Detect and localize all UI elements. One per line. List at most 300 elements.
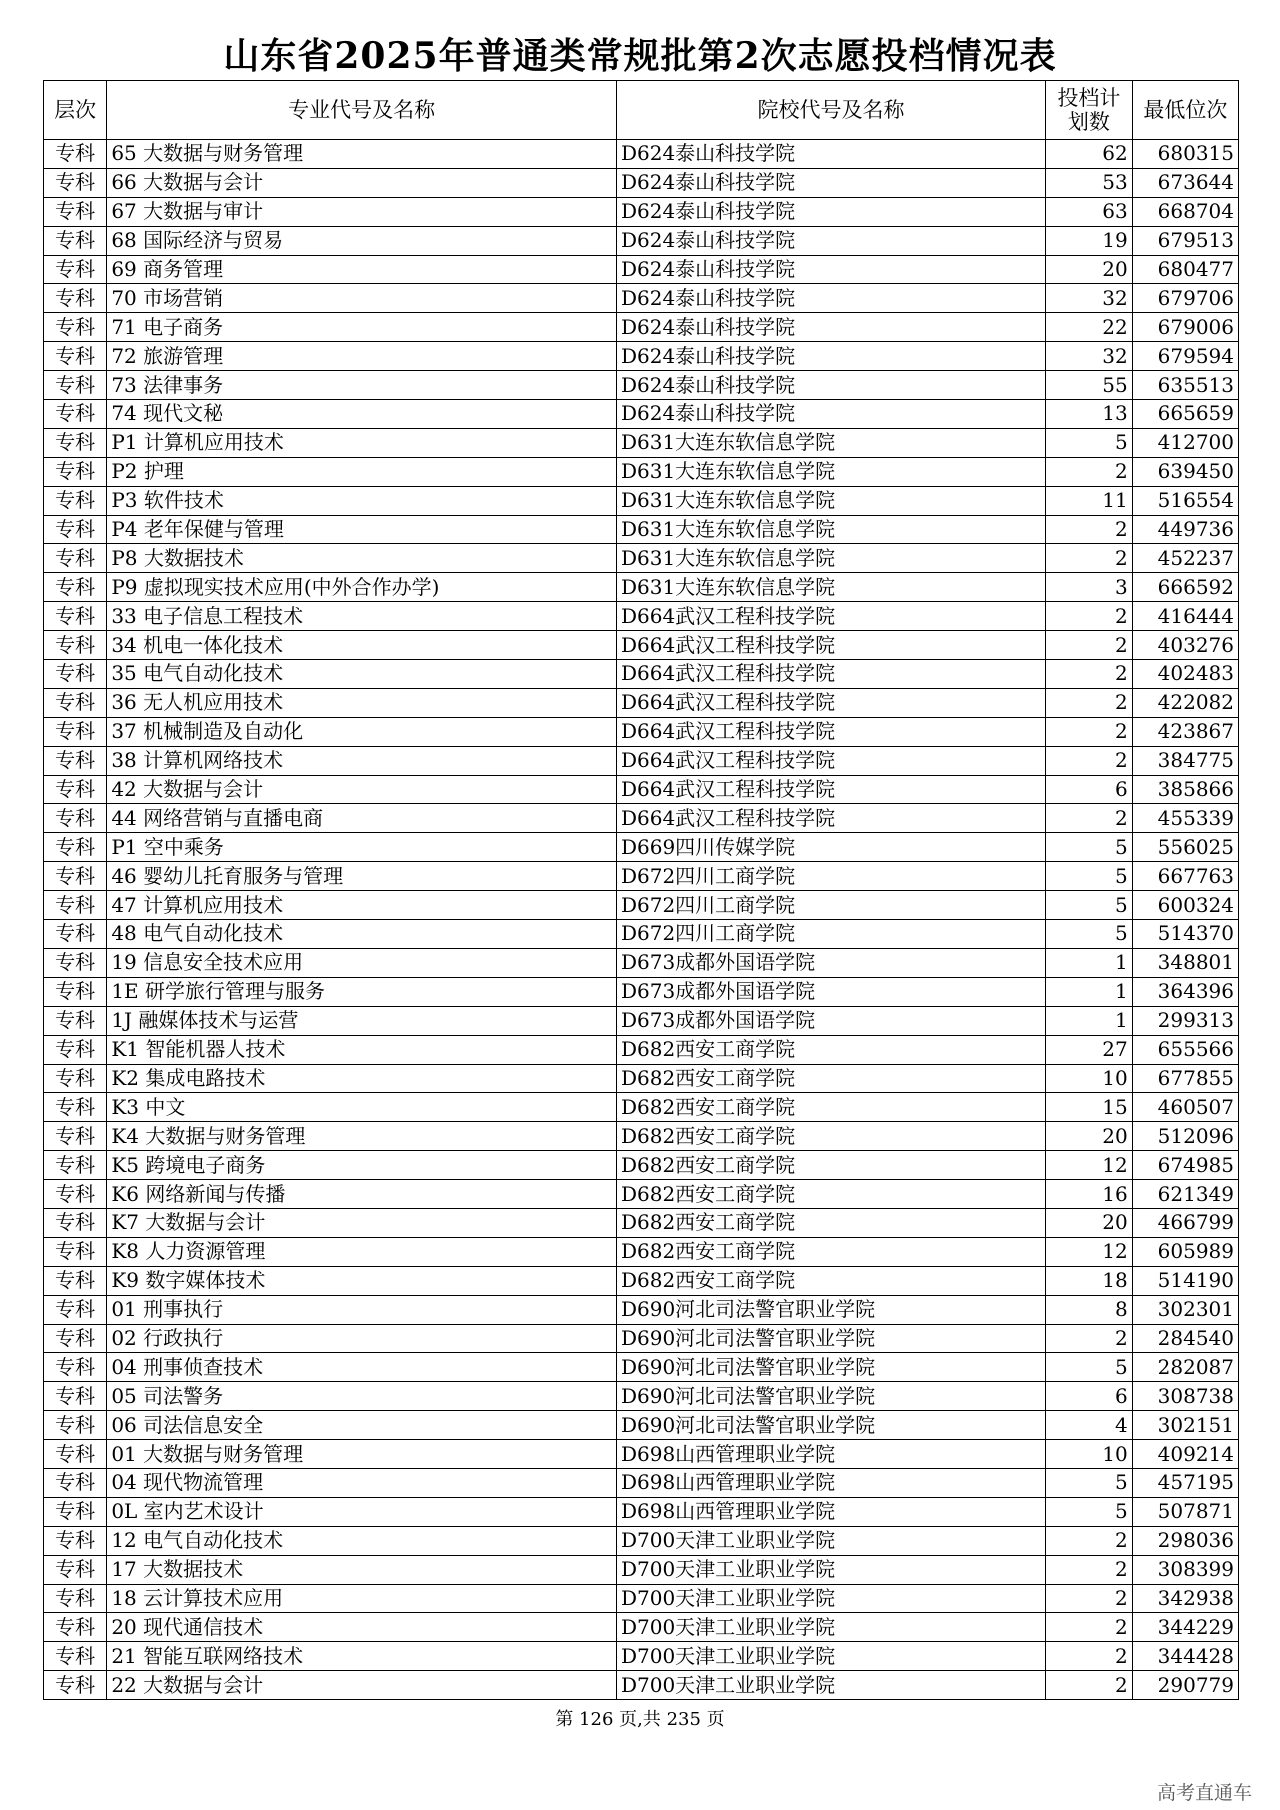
cell-min-rank: 344229 xyxy=(1132,1613,1238,1642)
table-row xyxy=(44,977,1239,1006)
table-row xyxy=(44,1497,1239,1526)
cell-level: 专科 xyxy=(44,948,107,977)
cell-min-rank: 402483 xyxy=(1132,660,1238,689)
cell-level: 专科 xyxy=(44,371,107,400)
header-plan xyxy=(1045,81,1132,140)
table-row xyxy=(44,1440,1239,1469)
cell-min-rank: 673644 xyxy=(1132,168,1238,197)
header-level: 层次 xyxy=(44,81,107,140)
cell-min-rank: 282087 xyxy=(1132,1353,1238,1382)
cell-major: 73 法律事务 xyxy=(107,371,617,400)
cell-plan-count: 5 xyxy=(1045,1468,1132,1497)
cell-school: D631大连东软信息学院 xyxy=(616,573,1045,602)
cell-level: 专科 xyxy=(44,1353,107,1382)
cell-plan-count: 32 xyxy=(1045,284,1132,313)
cell-min-rank: 364396 xyxy=(1132,977,1238,1006)
cell-level: 专科 xyxy=(44,342,107,371)
table-row xyxy=(44,486,1239,515)
cell-plan-count: 20 xyxy=(1045,1122,1132,1151)
cell-min-rank: 666592 xyxy=(1132,573,1238,602)
table-row xyxy=(44,1468,1239,1497)
cell-major: 74 现代文秘 xyxy=(107,400,617,429)
cell-plan-count: 2 xyxy=(1045,544,1132,573)
cell-level: 专科 xyxy=(44,1180,107,1209)
cell-plan-count: 2 xyxy=(1045,515,1132,544)
table-row xyxy=(44,1266,1239,1295)
cell-level: 专科 xyxy=(44,1208,107,1237)
cell-plan-count: 4 xyxy=(1045,1411,1132,1440)
cell-min-rank: 621349 xyxy=(1132,1180,1238,1209)
cell-school: D690河北司法警官职业学院 xyxy=(616,1382,1045,1411)
cell-school: D672四川工商学院 xyxy=(616,920,1045,949)
cell-min-rank: 605989 xyxy=(1132,1237,1238,1266)
cell-plan-count: 5 xyxy=(1045,920,1132,949)
table-row xyxy=(44,1006,1239,1035)
cell-plan-count: 12 xyxy=(1045,1237,1132,1266)
cell-major: 35 电气自动化技术 xyxy=(107,660,617,689)
cell-level: 专科 xyxy=(44,168,107,197)
cell-major: P8 大数据技术 xyxy=(107,544,617,573)
cell-major: 70 市场营销 xyxy=(107,284,617,313)
cell-major: 22 大数据与会计 xyxy=(107,1671,617,1700)
cell-min-rank: 516554 xyxy=(1132,486,1238,515)
cell-min-rank: 460507 xyxy=(1132,1093,1238,1122)
cell-level: 专科 xyxy=(44,833,107,862)
cell-major: 02 行政执行 xyxy=(107,1324,617,1353)
cell-major: K1 智能机器人技术 xyxy=(107,1035,617,1064)
cell-level: 专科 xyxy=(44,1151,107,1180)
cell-major: K9 数字媒体技术 xyxy=(107,1266,617,1295)
cell-level: 专科 xyxy=(44,920,107,949)
cell-major: 67 大数据与审计 xyxy=(107,197,617,226)
cell-school: D673成都外国语学院 xyxy=(616,948,1045,977)
cell-major: K5 跨境电子商务 xyxy=(107,1151,617,1180)
cell-min-rank: 298036 xyxy=(1132,1526,1238,1555)
cell-school: D631大连东软信息学院 xyxy=(616,515,1045,544)
cell-level: 专科 xyxy=(44,1411,107,1440)
cell-level: 专科 xyxy=(44,1671,107,1700)
cell-plan-count: 2 xyxy=(1045,631,1132,660)
header-plan-line2: 划数 xyxy=(1067,110,1110,134)
cell-major: 66 大数据与会计 xyxy=(107,168,617,197)
table-row xyxy=(44,1208,1239,1237)
cell-major: K6 网络新闻与传播 xyxy=(107,1180,617,1209)
cell-major: 47 计算机应用技术 xyxy=(107,891,617,920)
cell-plan-count: 2 xyxy=(1045,1642,1132,1671)
cell-school: D672四川工商学院 xyxy=(616,862,1045,891)
cell-school: D624泰山科技学院 xyxy=(616,400,1045,429)
cell-school: D698山西管理职业学院 xyxy=(616,1468,1045,1497)
cell-plan-count: 16 xyxy=(1045,1180,1132,1209)
table-row xyxy=(44,1180,1239,1209)
cell-school: D682西安工商学院 xyxy=(616,1237,1045,1266)
cell-level: 专科 xyxy=(44,573,107,602)
cell-min-rank: 514370 xyxy=(1132,920,1238,949)
cell-plan-count: 22 xyxy=(1045,313,1132,342)
table-row xyxy=(44,457,1239,486)
cell-min-rank: 512096 xyxy=(1132,1122,1238,1151)
table-row xyxy=(44,1064,1239,1093)
table-row xyxy=(44,342,1239,371)
cell-min-rank: 422082 xyxy=(1132,688,1238,717)
cell-school: D624泰山科技学院 xyxy=(616,226,1045,255)
cell-min-rank: 308399 xyxy=(1132,1555,1238,1584)
cell-school: D690河北司法警官职业学院 xyxy=(616,1295,1045,1324)
cell-min-rank: 514190 xyxy=(1132,1266,1238,1295)
cell-school: D631大连东软信息学院 xyxy=(616,457,1045,486)
cell-major: 17 大数据技术 xyxy=(107,1555,617,1584)
table-row xyxy=(44,1671,1239,1700)
cell-major: 46 婴幼儿托育服务与管理 xyxy=(107,862,617,891)
cell-major: K3 中文 xyxy=(107,1093,617,1122)
cell-school: D682西安工商学院 xyxy=(616,1122,1045,1151)
cell-school: D624泰山科技学院 xyxy=(616,313,1045,342)
table-row xyxy=(44,1295,1239,1324)
cell-major: 19 信息安全技术应用 xyxy=(107,948,617,977)
cell-level: 专科 xyxy=(44,804,107,833)
cell-school: D682西安工商学院 xyxy=(616,1064,1045,1093)
cell-level: 专科 xyxy=(44,746,107,775)
table-row xyxy=(44,1035,1239,1064)
cell-plan-count: 11 xyxy=(1045,486,1132,515)
cell-major: 18 云计算技术应用 xyxy=(107,1584,617,1613)
cell-school: D631大连东软信息学院 xyxy=(616,428,1045,457)
cell-school: D682西安工商学院 xyxy=(616,1208,1045,1237)
cell-plan-count: 55 xyxy=(1045,371,1132,400)
cell-plan-count: 1 xyxy=(1045,1006,1132,1035)
cell-school: D698山西管理职业学院 xyxy=(616,1497,1045,1526)
table-row xyxy=(44,833,1239,862)
cell-plan-count: 2 xyxy=(1045,660,1132,689)
cell-min-rank: 679706 xyxy=(1132,284,1238,313)
table-row xyxy=(44,197,1239,226)
cell-school: D624泰山科技学院 xyxy=(616,342,1045,371)
cell-plan-count: 5 xyxy=(1045,1353,1132,1382)
cell-plan-count: 20 xyxy=(1045,255,1132,284)
cell-level: 专科 xyxy=(44,486,107,515)
cell-level: 专科 xyxy=(44,1006,107,1035)
cell-school: D624泰山科技学院 xyxy=(616,168,1045,197)
cell-major: 42 大数据与会计 xyxy=(107,775,617,804)
table-row xyxy=(44,1151,1239,1180)
cell-level: 专科 xyxy=(44,400,107,429)
cell-level: 专科 xyxy=(44,1122,107,1151)
table-row xyxy=(44,1382,1239,1411)
cell-plan-count: 62 xyxy=(1045,140,1132,169)
cell-school: D673成都外国语学院 xyxy=(616,977,1045,1006)
cell-min-rank: 455339 xyxy=(1132,804,1238,833)
cell-plan-count: 2 xyxy=(1045,717,1132,746)
cell-major: 0L 室内艺术设计 xyxy=(107,1497,617,1526)
cell-min-rank: 412700 xyxy=(1132,428,1238,457)
cell-major: 69 商务管理 xyxy=(107,255,617,284)
cell-min-rank: 639450 xyxy=(1132,457,1238,486)
cell-min-rank: 348801 xyxy=(1132,948,1238,977)
cell-level: 专科 xyxy=(44,891,107,920)
cell-plan-count: 5 xyxy=(1045,428,1132,457)
cell-school: D690河北司法警官职业学院 xyxy=(616,1353,1045,1382)
cell-school: D672四川工商学院 xyxy=(616,891,1045,920)
cell-min-rank: 679513 xyxy=(1132,226,1238,255)
cell-min-rank: 416444 xyxy=(1132,602,1238,631)
cell-plan-count: 2 xyxy=(1045,746,1132,775)
cell-plan-count: 10 xyxy=(1045,1440,1132,1469)
cell-school: D698山西管理职业学院 xyxy=(616,1440,1045,1469)
cell-school: D700天津工业职业学院 xyxy=(616,1671,1045,1700)
cell-plan-count: 27 xyxy=(1045,1035,1132,1064)
cell-plan-count: 19 xyxy=(1045,226,1132,255)
header-min-rank: 最低位次 xyxy=(1132,81,1238,140)
table-row xyxy=(44,226,1239,255)
table-row xyxy=(44,1613,1239,1642)
cell-plan-count: 6 xyxy=(1045,775,1132,804)
cell-plan-count: 2 xyxy=(1045,1613,1132,1642)
cell-plan-count: 1 xyxy=(1045,977,1132,1006)
cell-major: P1 空中乘务 xyxy=(107,833,617,862)
cell-school: D682西安工商学院 xyxy=(616,1180,1045,1209)
cell-plan-count: 32 xyxy=(1045,342,1132,371)
cell-major: P4 老年保健与管理 xyxy=(107,515,617,544)
cell-level: 专科 xyxy=(44,1064,107,1093)
table-body xyxy=(44,140,1239,1700)
cell-school: D690河北司法警官职业学院 xyxy=(616,1411,1045,1440)
cell-plan-count: 5 xyxy=(1045,862,1132,891)
cell-major: 20 现代通信技术 xyxy=(107,1613,617,1642)
header-school: 院校代号及名称 xyxy=(616,81,1045,140)
cell-major: 48 电气自动化技术 xyxy=(107,920,617,949)
cell-level: 专科 xyxy=(44,660,107,689)
cell-min-rank: 668704 xyxy=(1132,197,1238,226)
cell-plan-count: 12 xyxy=(1045,1151,1132,1180)
table-row xyxy=(44,1642,1239,1671)
cell-min-rank: 384775 xyxy=(1132,746,1238,775)
cell-major: 36 无人机应用技术 xyxy=(107,688,617,717)
cell-plan-count: 15 xyxy=(1045,1093,1132,1122)
table-row xyxy=(44,168,1239,197)
cell-min-rank: 655566 xyxy=(1132,1035,1238,1064)
table-row xyxy=(44,1526,1239,1555)
cell-school: D664武汉工程科技学院 xyxy=(616,660,1045,689)
cell-min-rank: 308738 xyxy=(1132,1382,1238,1411)
cell-major: 71 电子商务 xyxy=(107,313,617,342)
cell-major: 37 机械制造及自动化 xyxy=(107,717,617,746)
cell-min-rank: 302151 xyxy=(1132,1411,1238,1440)
cell-min-rank: 635513 xyxy=(1132,371,1238,400)
cell-major: 72 旅游管理 xyxy=(107,342,617,371)
cell-plan-count: 2 xyxy=(1045,1526,1132,1555)
cell-plan-count: 3 xyxy=(1045,573,1132,602)
table-header-row xyxy=(44,81,1239,140)
cell-major: 34 机电一体化技术 xyxy=(107,631,617,660)
cell-level: 专科 xyxy=(44,631,107,660)
cell-min-rank: 342938 xyxy=(1132,1584,1238,1613)
cell-level: 专科 xyxy=(44,1642,107,1671)
cell-plan-count: 5 xyxy=(1045,1497,1132,1526)
cell-level: 专科 xyxy=(44,602,107,631)
cell-plan-count: 2 xyxy=(1045,1324,1132,1353)
cell-plan-count: 2 xyxy=(1045,688,1132,717)
cell-major: 01 大数据与财务管理 xyxy=(107,1440,617,1469)
table-row xyxy=(44,371,1239,400)
cell-min-rank: 679006 xyxy=(1132,313,1238,342)
cell-school: D631大连东软信息学院 xyxy=(616,486,1045,515)
cell-school: D682西安工商学院 xyxy=(616,1093,1045,1122)
cell-major: 68 国际经济与贸易 xyxy=(107,226,617,255)
cell-major: K4 大数据与财务管理 xyxy=(107,1122,617,1151)
cell-school: D664武汉工程科技学院 xyxy=(616,631,1045,660)
cell-min-rank: 385866 xyxy=(1132,775,1238,804)
cell-major: K8 人力资源管理 xyxy=(107,1237,617,1266)
table-row xyxy=(44,717,1239,746)
cell-school: D673成都外国语学院 xyxy=(616,1006,1045,1035)
cell-school: D664武汉工程科技学院 xyxy=(616,688,1045,717)
cell-level: 专科 xyxy=(44,862,107,891)
table-row xyxy=(44,140,1239,169)
cell-major: P9 虚拟现实技术应用(中外合作办学) xyxy=(107,573,617,602)
cell-min-rank: 449736 xyxy=(1132,515,1238,544)
table-row xyxy=(44,1093,1239,1122)
cell-level: 专科 xyxy=(44,284,107,313)
cell-level: 专科 xyxy=(44,515,107,544)
cell-major: 01 刑事执行 xyxy=(107,1295,617,1324)
cell-level: 专科 xyxy=(44,1382,107,1411)
cell-major: 05 司法警务 xyxy=(107,1382,617,1411)
cell-plan-count: 13 xyxy=(1045,400,1132,429)
cell-major: 65 大数据与财务管理 xyxy=(107,140,617,169)
cell-plan-count: 2 xyxy=(1045,1555,1132,1584)
page-title: 山东省2025年普通类常规批第2次志愿投档情况表 xyxy=(223,35,1057,77)
cell-min-rank: 403276 xyxy=(1132,631,1238,660)
cell-plan-count: 20 xyxy=(1045,1208,1132,1237)
cell-plan-count: 5 xyxy=(1045,891,1132,920)
cell-school: D682西安工商学院 xyxy=(616,1266,1045,1295)
cell-school: D700天津工业职业学院 xyxy=(616,1642,1045,1671)
cell-level: 专科 xyxy=(44,688,107,717)
admission-table xyxy=(43,80,1239,1700)
cell-min-rank: 466799 xyxy=(1132,1208,1238,1237)
table-row xyxy=(44,255,1239,284)
cell-major: 04 现代物流管理 xyxy=(107,1468,617,1497)
cell-min-rank: 452237 xyxy=(1132,544,1238,573)
cell-plan-count: 8 xyxy=(1045,1295,1132,1324)
cell-level: 专科 xyxy=(44,1440,107,1469)
table-row xyxy=(44,515,1239,544)
cell-school: D700天津工业职业学院 xyxy=(616,1584,1045,1613)
cell-level: 专科 xyxy=(44,1266,107,1295)
cell-school: D624泰山科技学院 xyxy=(616,371,1045,400)
table-row xyxy=(44,1411,1239,1440)
cell-school: D631大连东软信息学院 xyxy=(616,544,1045,573)
cell-plan-count: 18 xyxy=(1045,1266,1132,1295)
cell-min-rank: 679594 xyxy=(1132,342,1238,371)
cell-min-rank: 507871 xyxy=(1132,1497,1238,1526)
cell-plan-count: 53 xyxy=(1045,168,1132,197)
cell-plan-count: 5 xyxy=(1045,833,1132,862)
cell-min-rank: 409214 xyxy=(1132,1440,1238,1469)
watermark: 高考直通车 xyxy=(1156,1782,1252,1804)
cell-level: 专科 xyxy=(44,1468,107,1497)
table-row xyxy=(44,544,1239,573)
cell-school: D664武汉工程科技学院 xyxy=(616,602,1045,631)
cell-min-rank: 556025 xyxy=(1132,833,1238,862)
cell-level: 专科 xyxy=(44,1497,107,1526)
cell-level: 专科 xyxy=(44,775,107,804)
table-row xyxy=(44,1555,1239,1584)
cell-school: D664武汉工程科技学院 xyxy=(616,746,1045,775)
cell-major: 38 计算机网络技术 xyxy=(107,746,617,775)
cell-major: 44 网络营销与直播电商 xyxy=(107,804,617,833)
cell-major: 1J 融媒体技术与运营 xyxy=(107,1006,617,1035)
table-row xyxy=(44,948,1239,977)
cell-min-rank: 290779 xyxy=(1132,1671,1238,1700)
table-row xyxy=(44,400,1239,429)
table-row xyxy=(44,631,1239,660)
cell-school: D624泰山科技学院 xyxy=(616,255,1045,284)
table-row xyxy=(44,1122,1239,1151)
table-row xyxy=(44,602,1239,631)
cell-level: 专科 xyxy=(44,313,107,342)
cell-major: K7 大数据与会计 xyxy=(107,1208,617,1237)
cell-min-rank: 423867 xyxy=(1132,717,1238,746)
cell-school: D664武汉工程科技学院 xyxy=(616,775,1045,804)
cell-min-rank: 344428 xyxy=(1132,1642,1238,1671)
table-row xyxy=(44,573,1239,602)
table-row xyxy=(44,862,1239,891)
cell-level: 专科 xyxy=(44,1526,107,1555)
cell-min-rank: 600324 xyxy=(1132,891,1238,920)
cell-major: 21 智能互联网络技术 xyxy=(107,1642,617,1671)
cell-plan-count: 63 xyxy=(1045,197,1132,226)
table-row xyxy=(44,920,1239,949)
header-plan-line1: 投档计 xyxy=(1057,86,1121,110)
header-major: 专业代号及名称 xyxy=(107,81,617,140)
cell-school: D624泰山科技学院 xyxy=(616,284,1045,313)
cell-school: D664武汉工程科技学院 xyxy=(616,804,1045,833)
cell-plan-count: 2 xyxy=(1045,457,1132,486)
cell-school: D690河北司法警官职业学院 xyxy=(616,1324,1045,1353)
cell-plan-count: 10 xyxy=(1045,1064,1132,1093)
cell-school: D682西安工商学院 xyxy=(616,1035,1045,1064)
cell-major: P3 软件技术 xyxy=(107,486,617,515)
cell-plan-count: 6 xyxy=(1045,1382,1132,1411)
cell-major: 06 司法信息安全 xyxy=(107,1411,617,1440)
table-row xyxy=(44,688,1239,717)
cell-min-rank: 665659 xyxy=(1132,400,1238,429)
cell-level: 专科 xyxy=(44,1093,107,1122)
cell-plan-count: 1 xyxy=(1045,948,1132,977)
cell-level: 专科 xyxy=(44,226,107,255)
cell-min-rank: 674985 xyxy=(1132,1151,1238,1180)
cell-school: D700天津工业职业学院 xyxy=(616,1555,1045,1584)
cell-level: 专科 xyxy=(44,544,107,573)
table-row xyxy=(44,746,1239,775)
cell-plan-count: 2 xyxy=(1045,602,1132,631)
table-row xyxy=(44,660,1239,689)
cell-level: 专科 xyxy=(44,1584,107,1613)
table-row xyxy=(44,1584,1239,1613)
cell-level: 专科 xyxy=(44,140,107,169)
cell-level: 专科 xyxy=(44,428,107,457)
table-row xyxy=(44,1353,1239,1382)
cell-school: D700天津工业职业学院 xyxy=(616,1526,1045,1555)
cell-level: 专科 xyxy=(44,1035,107,1064)
cell-plan-count: 2 xyxy=(1045,804,1132,833)
table-row xyxy=(44,1324,1239,1353)
cell-min-rank: 667763 xyxy=(1132,862,1238,891)
cell-level: 专科 xyxy=(44,1295,107,1324)
table-row xyxy=(44,1237,1239,1266)
cell-min-rank: 680477 xyxy=(1132,255,1238,284)
